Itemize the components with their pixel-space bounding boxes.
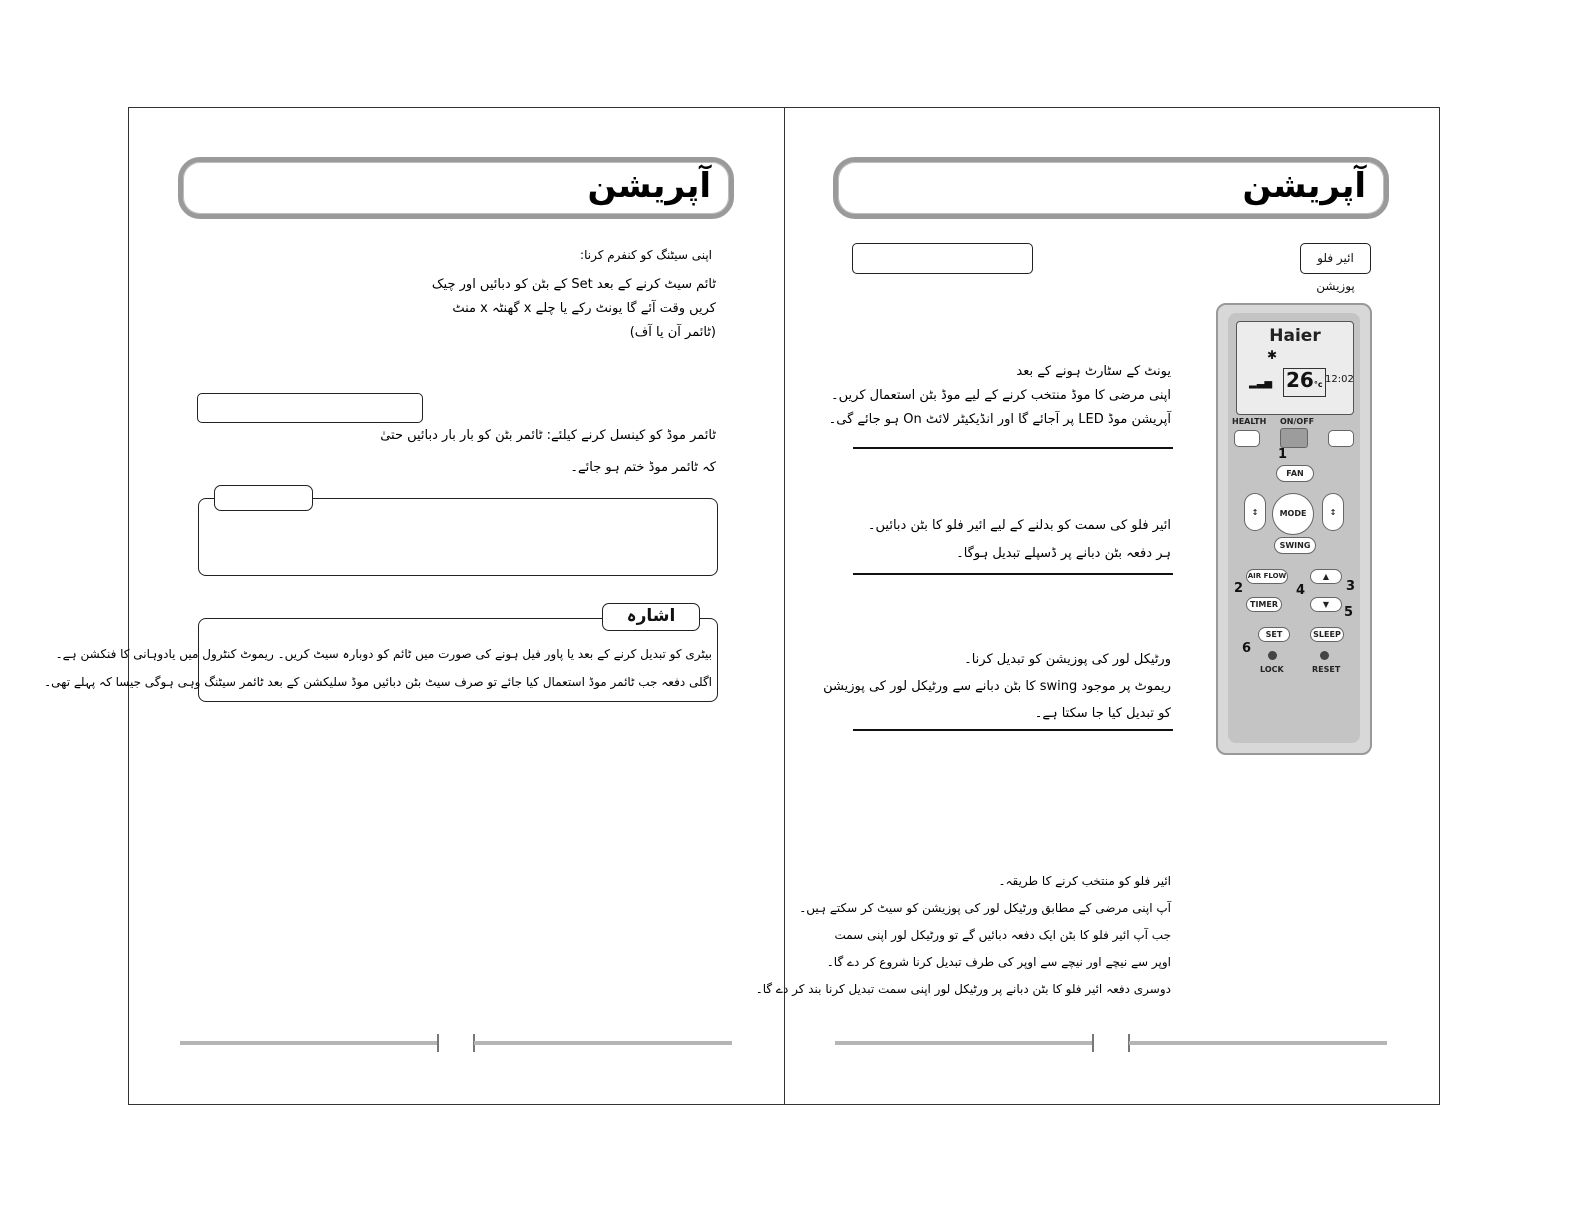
step2-line: ائیر فلو کی سمت کو بدلنے کے لیے ائیر فلو کا بٹن دبائیں۔ [867,518,1171,533]
airflow-position-label: ائیر فلو پوزیشن [1316,251,1355,293]
health-label: HEALTH [1232,417,1267,426]
cancel-line: ٹائمر موڈ کو کینسل کرنے کیلئے: ٹائمر بٹن کو بار بار دبائیں حتیٰ [380,428,716,443]
airflow-button[interactable]: AIR FLOW [1246,569,1288,584]
setting-confirm-heading: اپنی سیٹنگ کو کنفرم کرنا: [580,248,712,262]
setting-line: کریں وقت آئے گا یونٹ رکے یا چلے x گھنٹہ x منٹ [452,301,716,316]
lock-label: LOCK [1260,665,1284,674]
step3-line: ورٹیکل لور کی پوزیشن کو تبدیل کرنا۔ [964,652,1171,667]
right-arrow-button[interactable]: ↕ [1322,493,1344,531]
right-page-title: آپریشن [1242,166,1366,206]
step3-line: ریموٹ پر موجود swing کا بٹن دبانے سے ورٹیکل لور کی پوزیشن [823,679,1171,694]
step2-divider [853,573,1173,575]
right-footer-tick [1092,1034,1094,1052]
swing-button[interactable]: SWING [1274,537,1316,554]
callout-1: 1 [1278,447,1288,462]
lcd-clock: 12:02 [1325,374,1354,385]
cancel-timer-text [380,420,716,484]
left-footer-bar-right [474,1041,732,1045]
left-page-title: آپریشن [587,166,711,206]
snowflake-icon: ✱ [1267,348,1278,362]
step1-line: آپریشن موڈ LED پر آجائے گا اور انڈیکیٹر لائٹ On ہو جائے گی۔ [828,412,1171,427]
step2-text [868,512,1171,568]
right-footer-bar-left [835,1041,1093,1045]
timer-button[interactable]: TIMER [1246,597,1282,612]
onoff-button[interactable] [1280,428,1308,448]
mode-button[interactable]: MODE [1272,493,1314,535]
step3-divider [853,729,1173,731]
left-arrow-button[interactable]: ↕ [1244,493,1266,531]
remote-brand: Haier [1269,326,1321,346]
right-footer-bar-right [1129,1041,1387,1045]
health-button[interactable] [1234,430,1260,447]
left-empty-label-box [197,393,423,423]
fan-speed-icon: ▂▃▅ [1249,378,1273,389]
step3-line: کو تبدیل کیا جا سکتا ہے۔ [1034,706,1171,721]
setting-confirm-text [432,273,716,345]
step4-line: آپ اپنی مرضی کے مطابق ورٹیکل لور کی پوزیشن کو سیٹ کر سکتے ہیں۔ [799,901,1171,915]
set-button[interactable]: SET [1258,627,1290,642]
step1-divider [853,447,1173,449]
callout-6: 6 [1242,641,1252,656]
callout-5: 5 [1344,605,1354,620]
callout-3: 3 [1346,579,1356,594]
hint-tab-label: اشارہ [626,606,676,626]
onoff-label: ON/OFF [1280,417,1315,426]
step4-text [756,868,1171,1003]
step3-text [823,646,1171,727]
down-button[interactable]: ▼ [1310,597,1342,612]
airflow-position-label-box [1300,243,1371,293]
lock-button[interactable] [1268,651,1277,660]
step2-line: ہر دفعہ بٹن دبانے پر ڈسپلے تبدیل ہوگا۔ [956,546,1171,561]
left-footer-bar-left [180,1041,438,1045]
left-footer-tick [437,1034,439,1052]
cancel-line: کہ ٹائمر موڈ ختم ہو جائے۔ [570,460,716,475]
reset-label: RESET [1312,665,1341,674]
hint-text [44,640,712,696]
left-title-box [178,157,734,219]
remote-body [1228,313,1360,743]
lcd-temperature: 26°c [1283,368,1326,397]
up-button[interactable]: ▲ [1310,569,1342,584]
step1-text [829,360,1171,432]
extra-button[interactable] [1328,430,1354,447]
step4-line: اوپر سے نیچے اور نیچے سے اوپر کی طرف تبدیل کرنا شروع کر دے گا۔ [826,955,1171,969]
step1-line: اپنی مرضی کا موڈ منتخب کرنے کے لیے موڈ بٹن استعمال کریں۔ [831,388,1171,403]
right-title-box [833,157,1389,219]
sleep-button[interactable]: SLEEP [1310,627,1344,642]
remote-control-illustration [1216,303,1372,755]
callout-4: 4 [1296,583,1306,598]
step1-line: یونٹ کے سٹارٹ ہونے کے بعد [1016,364,1171,379]
callout-2: 2 [1234,581,1244,596]
setting-line: ٹائم سیٹ کرنے کے بعد Set کے بٹن کو دبائیں اور چیک [431,277,716,292]
step4-line: ائیر فلو کو منتخب کرنے کا طریقہ۔ [998,874,1171,888]
hint-tab [602,603,700,631]
hint-line: بیٹری کو تبدیل کرنے کے بعد یا پاور فیل ہونے کی صورت میں ٹائم کو دوبارہ سیٹ کریں۔ ریموٹ کنٹرول میں یادوہانی کا فنکشن ہے۔ [55,647,712,661]
right-empty-label-box [852,243,1033,274]
step4-line: دوسری دفعہ ائیر فلو کا بٹن دبانے پر ورٹیکل لور اپنی سمت تبدیل کرنا بند کر دے گا۔ [755,982,1171,996]
step4-line: جب آپ ائیر فلو کا بٹن ایک دفعہ دبائیں گے تو ورٹیکل لور اپنی سمت [834,928,1171,942]
remote-lcd [1236,321,1354,415]
setting-line: (ٹائمر آن یا آف) [629,325,716,340]
reset-button[interactable] [1320,651,1329,660]
empty-note-tab [214,485,313,511]
fan-button[interactable]: FAN [1276,465,1314,482]
hint-line: اگلی دفعہ جب ٹائمر موڈ استعمال کیا جائے تو صرف سیٹ بٹن دبائیں موڈ سلیکشن کے بعد ٹائمر سیٹنگ وہی ہوگی جیسا کہ پہلے تھی۔ [44,675,712,689]
